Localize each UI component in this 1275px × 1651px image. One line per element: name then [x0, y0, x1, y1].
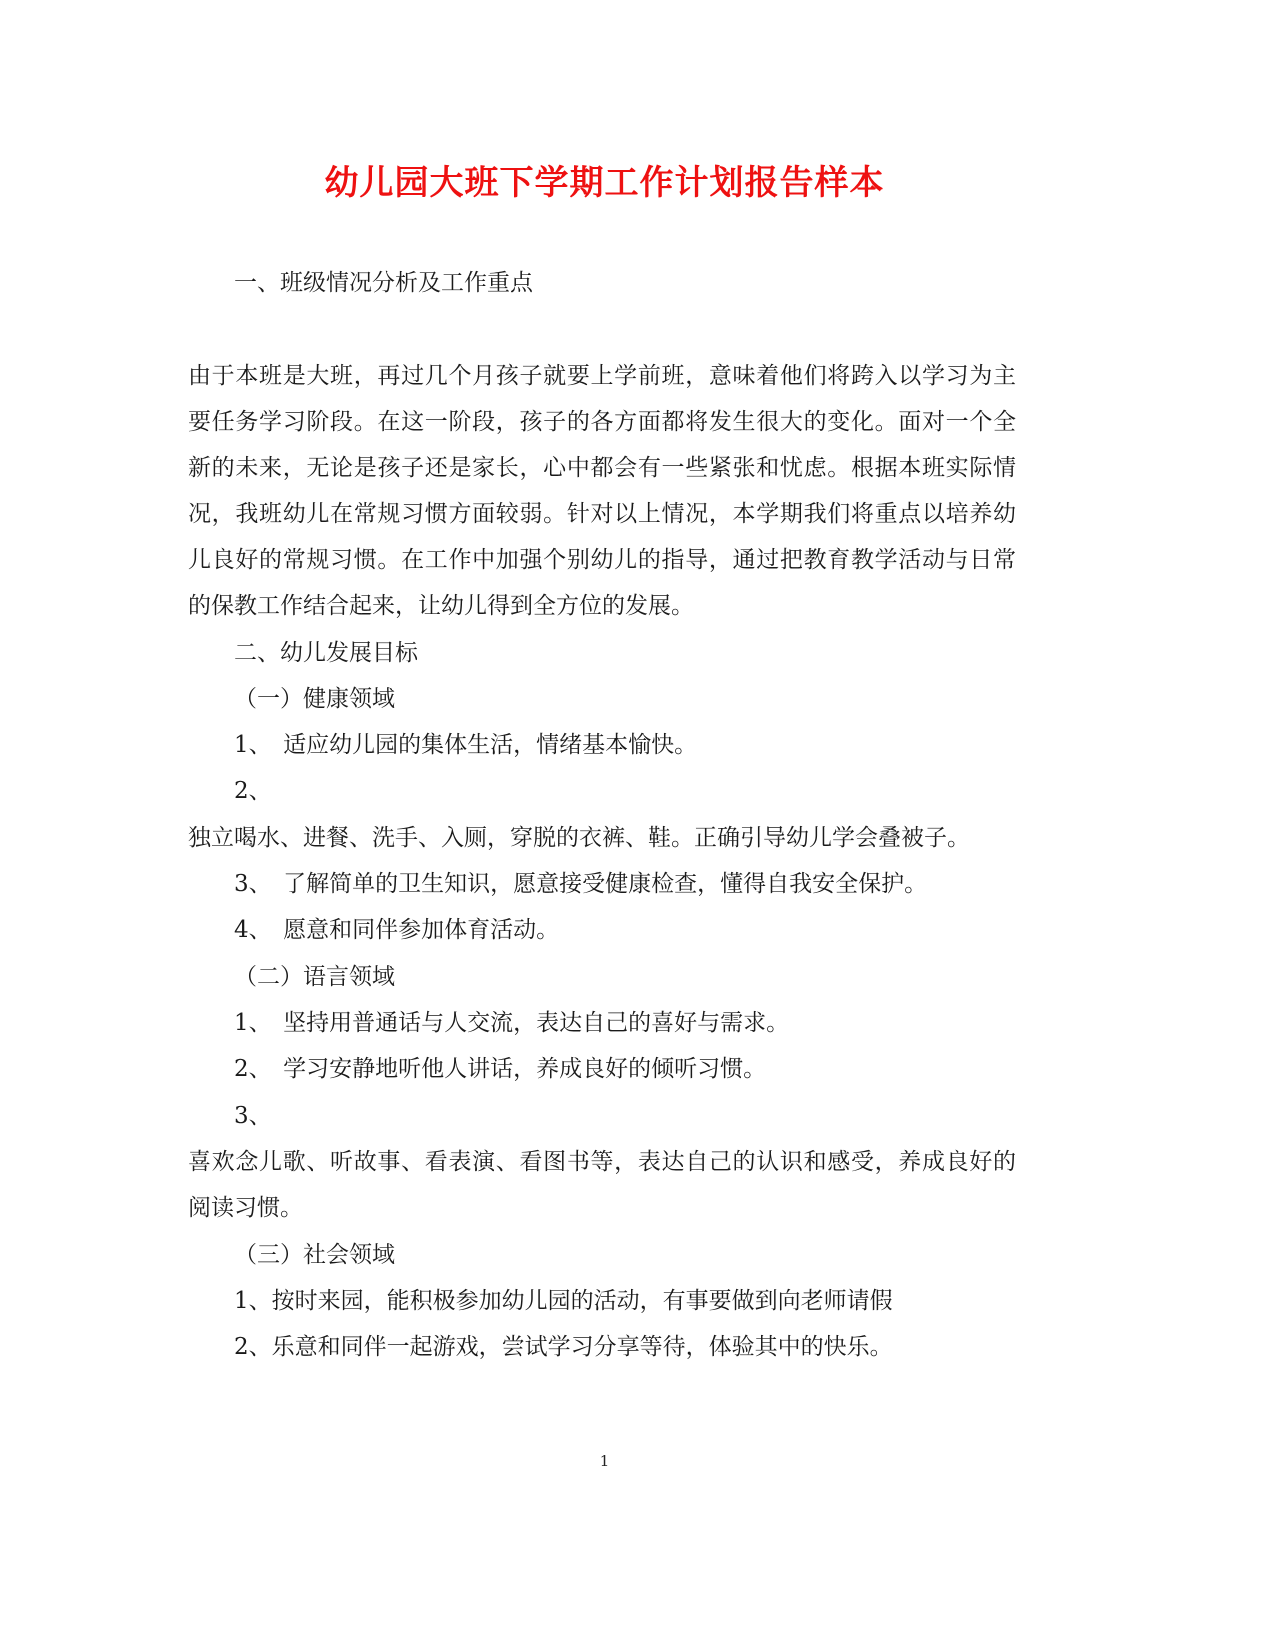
list-item: 3、 了解简单的卫生知识，愿意接受健康检查，懂得自我安全保护。 — [234, 871, 928, 897]
list-item: 喜欢念儿歌、听故事、看表演、看图书等，表达自己的认识和感受，养成良好的 — [188, 1149, 1016, 1175]
subsection-heading-health: （一）健康领域 — [234, 686, 395, 712]
list-item: 4、 愿意和同伴参加体育活动。 — [234, 917, 560, 943]
list-item-number: 2、 — [234, 778, 272, 804]
page-number: 1 — [599, 1452, 610, 1470]
paragraph-line: 儿良好的常规习惯。在工作中加强个别幼儿的指导，通过把教育教学活动与日常 — [188, 547, 1016, 573]
list-item: 独立喝水、进餐、洗手、入厕，穿脱的衣裤、鞋。正确引导幼儿学会叠被子。 — [188, 825, 970, 851]
list-item: 1、按时来园，能积极参加幼儿园的活动，有事要做到向老师请假 — [234, 1288, 893, 1314]
paragraph-line: 要任务学习阶段。在这一阶段，孩子的各方面都将发生很大的变化。面对一个全 — [188, 409, 1016, 435]
list-item-number: 3、 — [234, 1103, 272, 1129]
subsection-heading-language: （二）语言领域 — [234, 964, 395, 990]
list-item: 2、乐意和同伴一起游戏，尝试学习分享等待，体验其中的快乐。 — [234, 1334, 893, 1360]
section-heading-class-analysis: 一、班级情况分析及工作重点 — [234, 270, 533, 296]
list-item: 2、 学习安静地听他人讲话，养成良好的倾听习惯。 — [234, 1056, 767, 1082]
paragraph-line: 新的未来，无论是孩子还是家长，心中都会有一些紧张和忧虑。根据本班实际情 — [188, 455, 1016, 481]
section-heading-development-goals: 二、幼儿发展目标 — [234, 640, 418, 666]
document-title: 幼儿园大班下学期工作计划报告样本 — [324, 163, 885, 203]
list-item: 1、 适应幼儿园的集体生活，情绪基本愉快。 — [234, 732, 698, 758]
paragraph-line: 由于本班是大班，再过几个月孩子就要上学前班，意味着他们将跨入以学习为主 — [188, 363, 1016, 389]
paragraph-line: 况，我班幼儿在常规习惯方面较弱。针对以上情况，本学期我们将重点以培养幼 — [188, 501, 1016, 527]
list-item: 1、 坚持用普通话与人交流，表达自己的喜好与需求。 — [234, 1010, 790, 1036]
paragraph-line: 的保教工作结合起来，让幼儿得到全方位的发展。 — [188, 593, 694, 619]
list-item: 阅读习惯。 — [188, 1195, 303, 1221]
subsection-heading-social: （三）社会领域 — [234, 1242, 395, 1268]
